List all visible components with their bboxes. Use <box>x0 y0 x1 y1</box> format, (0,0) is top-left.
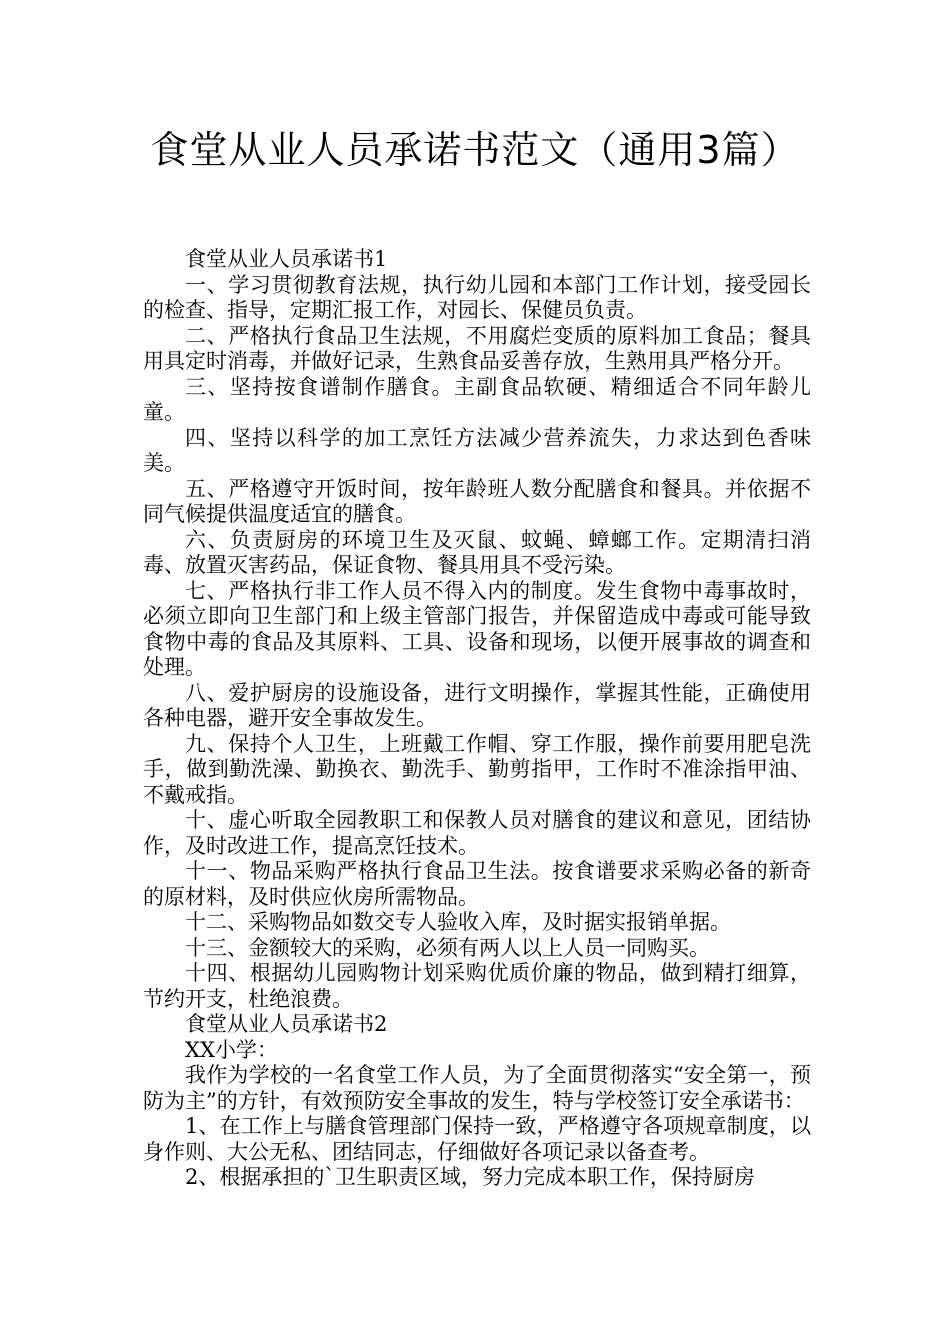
paragraph: 十三、金额较大的采购，必须有两人以上人员一同购买。 <box>185 935 710 960</box>
paragraph: 十一、物品采购严格执行食品卫生法。按食谱要求采购必备的新奇的原材料，及时供应伙房所需物品。 <box>143 859 811 909</box>
document-title: 食堂从业人员承诺书范文（通用3篇） <box>150 128 800 172</box>
paragraph: 十、虚心听取全园教职工和保教人员对膳食的建议和意见，团结协作，及时改进工作，提高烹饪技术。 <box>143 808 811 858</box>
paragraph: 四、坚持以科学的加工烹饪方法减少营养流失，力求达到色香味美。 <box>143 425 811 475</box>
paragraph: 一、学习贯彻教育法规，执行幼儿园和本部门工作计划，接受园长的检查、指导，定期汇报工作，对园长、保健员负责。 <box>143 272 811 322</box>
paragraph: 十二、采购物品如数交专人验收入库，及时据实报销单据。 <box>185 910 731 934</box>
paragraph: 七、严格执行非工作人员不得入内的制度。发生食物中毒事故时，必须立即向卫生部门和上级主管部门报告，并保留造成中毒或可能导致食物中毒的食品及其原料、工具、设备和现场，以便开展事故的调查和处理。 <box>143 578 811 679</box>
paragraph: 2、根据承担的`卫生职责区域，努力完成本职工作，保持厨房 <box>185 1165 755 1189</box>
paragraph: 我作为学校的一名食堂工作人员，为了全面贯彻落实“安全第一，预防为主”的方针，有效预防安全事故的发生，特与学校签订安全承诺书： <box>143 1063 811 1113</box>
paragraph: 食堂从业人员承诺书2 <box>185 1012 388 1036</box>
paragraph: 五、严格遵守开饭时间，按年龄班人数分配膳食和餐具。并依据不同气候提供温度适宜的膳食。 <box>143 476 811 526</box>
paragraph: 九、保持个人卫生，上班戴工作帽、穿工作服，操作前要用肥皂洗手，做到勤洗澡、勤换衣、勤洗手、勤剪指甲，工作时不准涂指甲油、不戴戒指。 <box>143 731 811 807</box>
paragraph: 八、爱护厨房的设施设备，进行文明操作，掌握其性能，正确使用各种电器，避开安全事故发生。 <box>143 680 811 730</box>
paragraph: 三、坚持按食谱制作膳食。主副食品软硬、精细适合不同年龄儿童。 <box>143 374 811 424</box>
document-body <box>143 247 811 1191</box>
paragraph: 食堂从业人员承诺书1 <box>185 247 388 271</box>
paragraph: 六、负责厨房的环境卫生及灭鼠、蚊蝇、蟑螂工作。定期清扫消毒、放置灭害药品，保证食物、餐具用具不受污染。 <box>143 527 811 577</box>
paragraph: 1、在工作上与膳食管理部门保持一致，严格遵守各项规章制度，以身作则、大公无私、团结同志，仔细做好各项记录以备查考。 <box>143 1114 811 1164</box>
paragraph: 二、严格执行食品卫生法规，不用腐烂变质的原料加工食品；餐具用具定时消毒，并做好记录，生熟食品妥善存放，生熟用具严格分开。 <box>143 323 811 373</box>
paragraph: 十四、根据幼儿园购物计划采购优质价廉的物品，做到精打细算，节约开支，杜绝浪费。 <box>143 961 811 1011</box>
paragraph: XX小学： <box>185 1037 278 1062</box>
